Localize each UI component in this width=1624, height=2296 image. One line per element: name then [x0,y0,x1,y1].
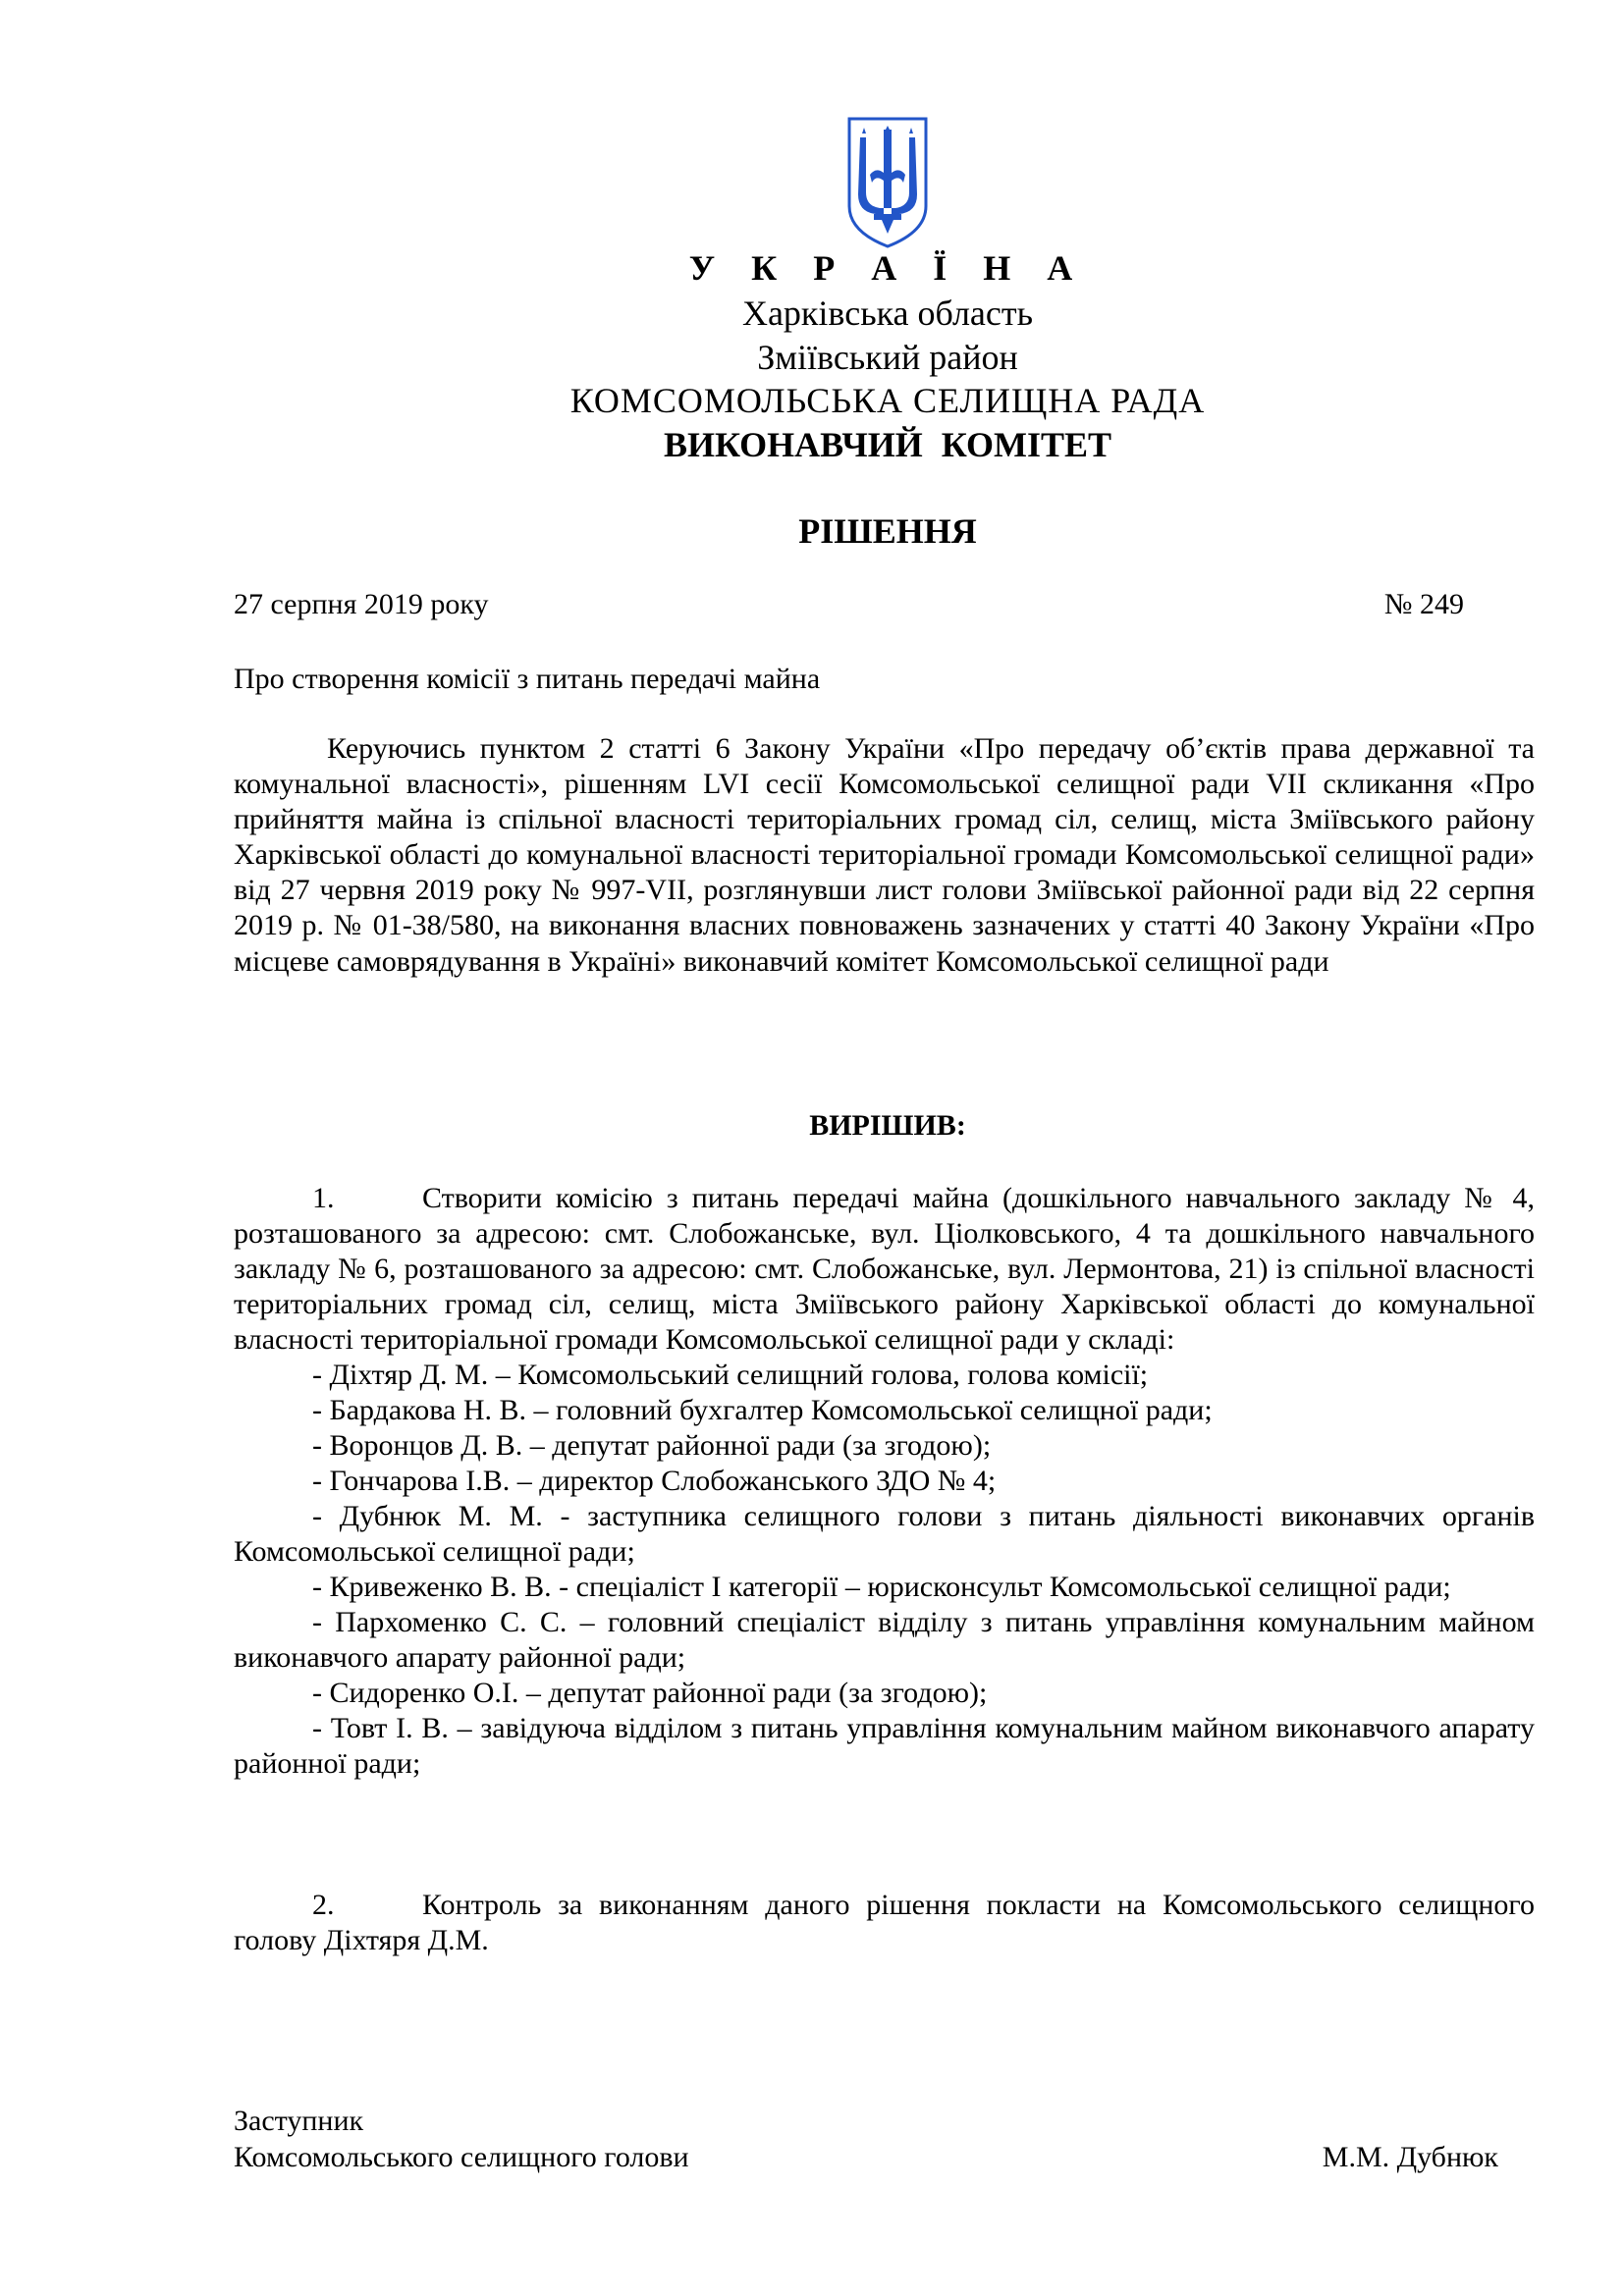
decision-subject: Про створення комісії з питань передачі майна [234,663,821,695]
commission-member: - Товт І. В. – завідуюча відділом з питань управління комунальним майном виконавчого апарату районної ради; [234,1712,1535,1780]
commission-member: - Воронцов Д. В. – депутат районної ради (за згодою); [312,1429,992,1462]
preamble-paragraph: Керуючись пунктом 2 статті 6 Закону України «Про передачу об’єктів права державної та комунальної власності», рішенням LVI сесії Комсомольської селищної ради VII скликання «Про прийняття майна із спільної власності територіальних громад сіл, селищ, міста Зміївського району Харківської області до комунальної власності територіальної громади Комсомольської селищної ради» від 27 червня 2019 року № 997-VII, розглянувши лист голови Зміївської районної ради від 22 серпня 2019 р. № 01-38/580, на виконання власних повноважень зазначених у статті 40 Закону України «Про місцеве самоврядування в Україні» виконавчий комітет Комсомольської селищної ради [234,732,1535,978]
resolution-item-2 [234,1888,1535,1958]
council-heading: КОМСОМОЛЬСЬКА СЕЛИЩНА РАДА [569,381,1206,420]
coat-of-arms-icon [846,116,929,249]
signatory-title-line-2: Комсомольського селищного голови [234,2141,689,2173]
committee-heading: ВИКОНАВЧИЙ КОМІТЕТ [663,425,1112,464]
signatory-title-line-1: Заступник [234,2105,364,2137]
decision-number: № 249 [1383,588,1464,620]
commission-member: - Гончарова І.В. – директор Слобожанського ЗДО № 4; [312,1465,997,1497]
item-1-number: 1. [312,1182,335,1214]
item-1-text: Створити комісію з питань передачі майна (дошкільного навчального закладу № 4, розташованого за адресою: смт. Слобожанське, вул. Ціолковського, 4 та дошкільного навчального закладу № 6, розташованого за адресою: смт. Слобожанське, вул. Лермонтова, 21) із спільної власності територіальних громад сіл, селищ, міста Зміївського району Харківської області до комунальної власності територіальної громади Комсомольської селищної ради у складі: [234,1182,1535,1356]
document-type-heading: РІШЕННЯ [798,511,977,551]
item-2-text: Контроль за виконанням даного рішення покласти на Комсомольського селищного голову Діхтяря Д.М. [234,1889,1535,1956]
item-2-paragraph [234,1888,1535,1958]
country-heading: У К Р А Ї Н А [688,248,1087,288]
region-heading: Харківська область [741,294,1034,333]
commission-member: - Бардакова Н. В. – головний бухгалтер Комсомольської селищної ради; [312,1394,1213,1426]
commission-member: - Дубнюк М. М. - заступника селищного голови з питань діяльності виконавчих органів Комсомольської селищної ради; [234,1500,1535,1568]
signatory-name: М.М. Дубнюк [1322,2141,1498,2173]
commission-member: - Пархоменко С. С. – головний спеціаліст відділу з питань управління комунальним майном виконавчого апарату районної ради; [234,1606,1535,1674]
commission-member: - Кривеженко В. В. - спеціаліст І категорії – юрисконсульт Комсомольської селищної ради; [312,1571,1451,1603]
commission-member: - Сидоренко О.І. – депутат районної ради (за згодою); [312,1677,988,1709]
resolution-item-1 [234,1181,1535,1782]
item-2-number: 2. [312,1889,335,1921]
district-heading: Зміївський район [757,338,1018,377]
resolved-heading: ВИРІШИВ: [809,1109,966,1142]
item-1-paragraph [234,1181,1535,1358]
commission-member: - Діхтяр Д. М. – Комсомольський селищний голова, голова комісії; [312,1359,1149,1391]
signatory-title [234,2103,689,2175]
decision-date: 27 серпня 2019 року [234,588,489,620]
